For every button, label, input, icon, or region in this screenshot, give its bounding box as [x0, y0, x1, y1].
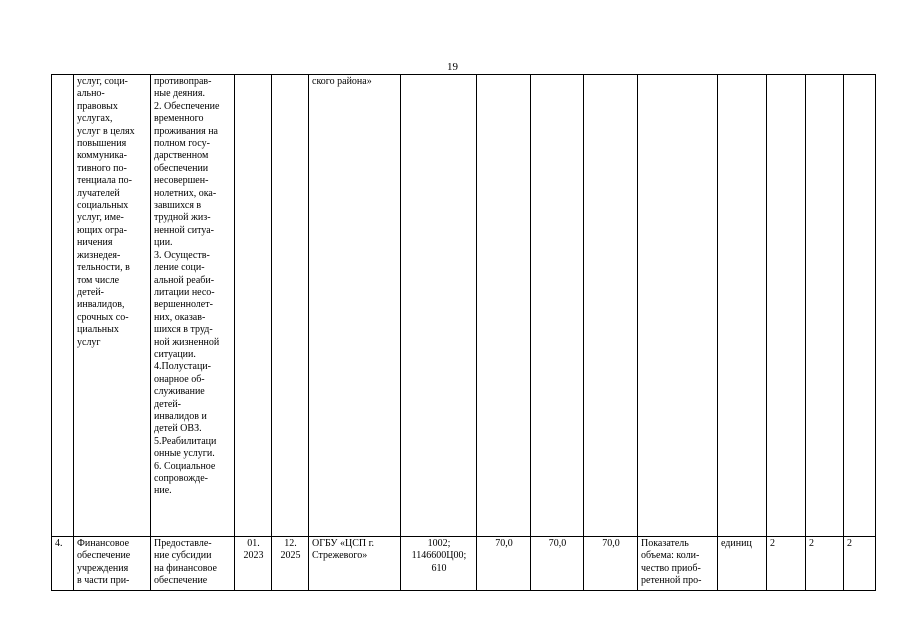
cell-value-year2	[806, 75, 844, 537]
table-row	[52, 75, 876, 537]
cell-number	[52, 75, 74, 537]
cell-start-date: 01. 2023	[235, 537, 272, 591]
cell-value-year2: 2	[806, 537, 844, 591]
table-row	[52, 537, 876, 591]
cell-end-date: 12. 2025	[272, 537, 309, 591]
cell-amount-year1: 70,0	[477, 537, 531, 591]
cell-value-year3: 2	[844, 537, 876, 591]
cell-indicator	[638, 75, 718, 537]
cell-executor: ского района»	[309, 75, 401, 537]
cell-activity-name: Финансовое обеспечение учреждения в части при-	[74, 537, 151, 591]
cell-amount-year3	[584, 75, 638, 537]
cell-amount-year2	[531, 75, 584, 537]
cell-end-date	[272, 75, 309, 537]
cell-amount-year3: 70,0	[584, 537, 638, 591]
cell-indicator: Показатель объема: коли- чество приоб- ретенной про-	[638, 537, 718, 591]
cell-value-year1	[767, 75, 806, 537]
cell-unit: единиц	[718, 537, 767, 591]
cell-amount-year1	[477, 75, 531, 537]
cell-budget-code	[401, 75, 477, 537]
cell-number: 4.	[52, 537, 74, 591]
cell-activity-name: услуг, соци- ально- правовых услугах, услуг в целях повышения коммуника- тивного по- тенциала по- лучателей социальных услуг, име- ющих огра- ничения жизнедея- тельности, в том числе детей- инвалидов, срочных со- циальных услуг	[74, 75, 151, 537]
program-activities-table	[51, 74, 876, 591]
cell-activity-description: Предоставле- ние субсидии на финансовое обеспечение	[151, 537, 235, 591]
page-bottom-margin	[0, 595, 905, 640]
cell-budget-code: 1002; 1146600Ц00; 610	[401, 537, 477, 591]
cell-start-date	[235, 75, 272, 537]
cell-executor: ОГБУ «ЦСП г. Стрежевого»	[309, 537, 401, 591]
cell-value-year1: 2	[767, 537, 806, 591]
cell-activity-description: противоправ- ные деяния. 2. Обеспечение временного проживания на полном госу- дарственном обеспечении несовершен- нолетних, ока- завшихся в трудной жиз- ненной ситуа- ции. 3. Осуществ- ление соци- альной реаби- литации несо- вершеннолет- них, оказав- шихся в труд- ной жизненной ситуации. 4.Полустаци- онарное об- служивание детей- инвалидов и детей ОВЗ. 5.Реабилитаци онные услуги. 6. Социальное сопровожде- ние.	[151, 75, 235, 537]
cell-amount-year2: 70,0	[531, 537, 584, 591]
cell-unit	[718, 75, 767, 537]
cell-value-year3	[844, 75, 876, 537]
page-number: 19	[447, 61, 458, 73]
